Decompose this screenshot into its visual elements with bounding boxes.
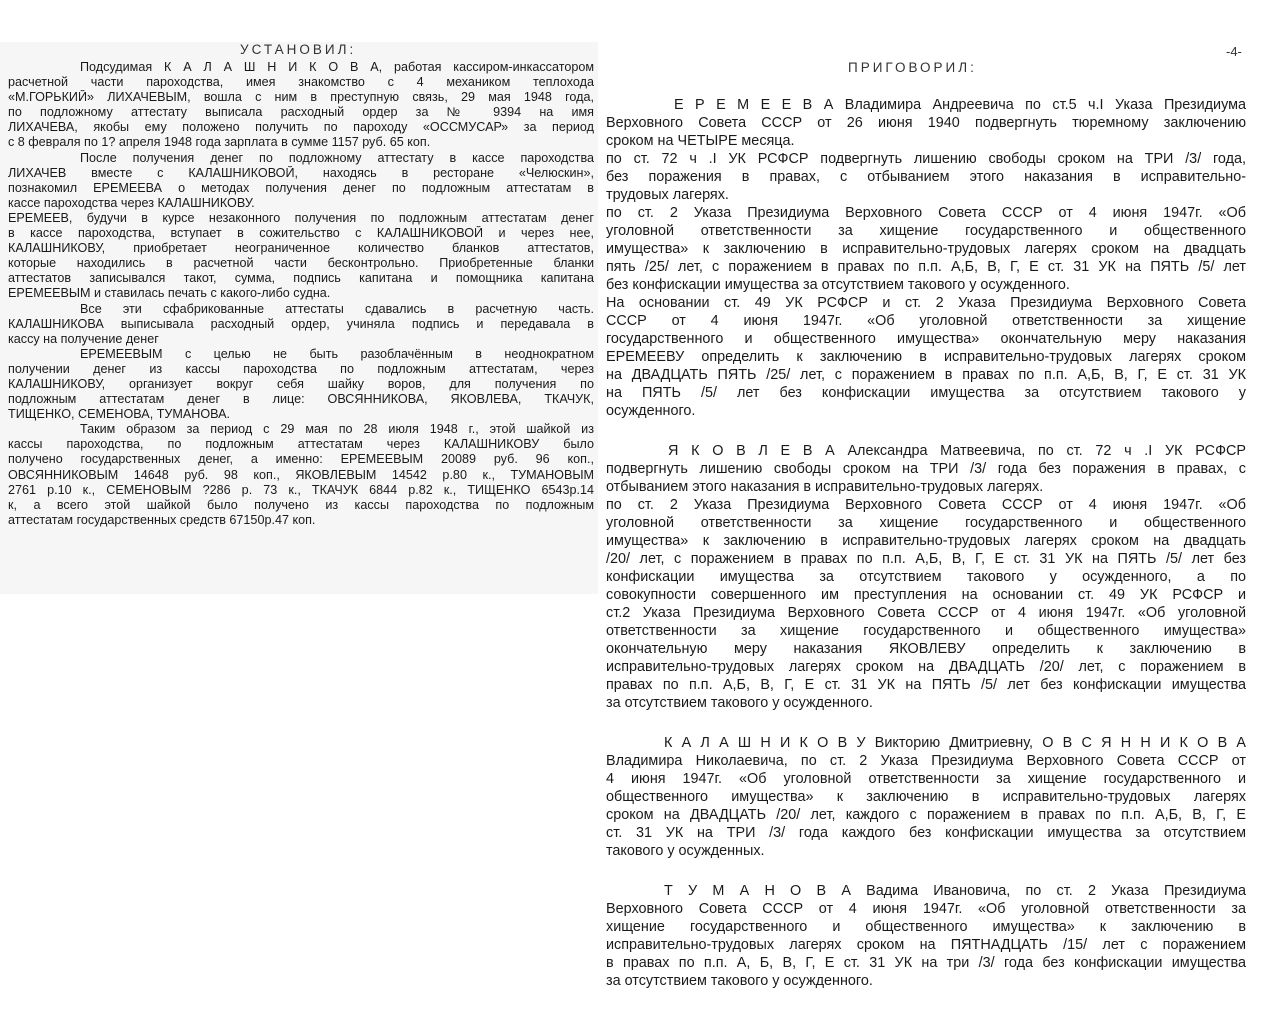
text-line: ОВСЯННИКОВЫМ 14648 руб. 98 коп., ЯКОВЛЕВЫМ 14542 р.80 к., ТУМАНОВЫМ xyxy=(8,467,594,482)
text-line: по ст. 2 Указа Президиума Верховного Совета СССР от 4 июня 1947г. «Об xyxy=(606,497,1246,513)
text-line: кассе пароходства через КАЛАШНИКОВУ. xyxy=(8,195,255,210)
text-line: подложным аттестатам денег в лице: ОВСЯННИКОВА, ЯКОВЛЕВА, ТКАЧУК, xyxy=(8,392,594,407)
text-line: государственного и общественного имущества» окончательную меру наказания xyxy=(606,331,1246,347)
text-line: Таким образом за период с 29 мая по 28 июля 1948 г., этой шайкой из xyxy=(80,422,594,437)
text-line: отбыванием этого наказания в исправительно-трудовых лагерях. xyxy=(606,479,1044,495)
text-line: подвергнуть лишению свободы сроком на ТРИ /3/ года без поражения в правах, с xyxy=(606,461,1246,477)
text-line: с 8 февраля по 1? апреля 1948 года зарплата в сумме 1157 руб. 65 коп. xyxy=(8,135,431,150)
text-line: КАЛАШНИКОВА выписывала расходный ордер, учиняла подпись и передавала в xyxy=(8,316,594,331)
text-line: на ПЯТЬ /5/ лет без конфискации имущества за отсутствием такового у xyxy=(606,385,1246,401)
text-line: /20/ лет, с поражением в правах по п.п. А,Б, В, Г, Е ст. 31 УК на ПЯТЬ /5/ лет без xyxy=(606,551,1246,567)
block-spacer xyxy=(606,420,1246,442)
text-line: ЕРЕМЕЕВЫМ с целью не быть разоблачённым в неоднократном xyxy=(80,346,594,361)
right-document-page xyxy=(598,38,1280,1030)
text-line: Т У М А Н О В А Вадима Ивановича, по ст. 2 Указа Президиума xyxy=(664,883,1246,899)
text-line: получении денег из кассы пароходства по подложным аттестатам, через xyxy=(8,361,594,376)
text-line: ст. 31 УК на ТРИ /3/ года каждого без конфискации имущества за отсутствием xyxy=(606,825,1246,841)
text-line: трудовых лагерях. xyxy=(606,187,729,203)
text-line: пять /25/ лет, с поражением в правах по п.п. А,Б, В, Г, Е ст. 31 УК на ПЯТЬ /5/ лет xyxy=(606,259,1246,275)
text-line: в правах по п.п. А, Б, В, Г, Е ст. 31 УК на три /3/ года без конфискации имущества xyxy=(606,955,1246,971)
text-line: расчетной части пароходства, имея знакомство с 4 механиком теплохода xyxy=(8,75,594,90)
text-line: ЕРЕМЕЕВЫМ и ставилась печать с какого-либо судна. xyxy=(8,286,331,301)
text-line: Подсудимая К А Л А Ш Н И К О В А, работая кассиром-инкассатором xyxy=(80,60,594,74)
text-line: ЛИХАЧЕВ вместе с КАЛАШНИКОВОЙ, находясь в ресторане «Челюскин», xyxy=(8,165,594,180)
text-line: конфискации имущества за отсутствием такового у осужденного, а по xyxy=(606,569,1246,585)
text-line: 2761 р.10 к., СЕМЕНОВЫМ ?286 р. 73 к., ТКАЧУК 6844 р.82 к., ТИЩЕНКО 6543р.14 xyxy=(8,482,594,497)
text-line: получено государственных денег, а именно: ЕРЕМЕЕВЫМ 20089 руб. 96 коп., xyxy=(8,452,594,467)
text-line: Все эти сфабрикованные аттестаты сдавались в расчетную часть. xyxy=(80,301,594,316)
text-line: уголовной ответственности за хищение государственного и общественного xyxy=(606,223,1246,239)
left-text-column xyxy=(8,60,594,528)
text-line: по подложному аттестату выписала расходный ордер за № 9394 на имя xyxy=(8,105,594,120)
text-line: ЕРЕМЕЕВУ определить к заключению в исправительно-трудовых лагерях сроком xyxy=(606,349,1246,365)
block-spacer xyxy=(606,712,1246,734)
text-line: СССР от 4 июня 1947г. «Об уголовной ответственности за хищение xyxy=(606,313,1246,329)
text-line: На основании ст. 49 УК РСФСР и ст. 2 Указа Президиума Верховного Совета xyxy=(606,295,1246,311)
text-line: такового у осужденных. xyxy=(606,843,765,859)
block-spacer xyxy=(606,860,1246,882)
text-line: аттестатам государственных средств 67150р.47 коп. xyxy=(8,512,316,527)
left-document-page xyxy=(0,42,600,594)
text-line: осужденного. xyxy=(606,403,696,419)
text-line: Верховного Совета СССР от 26 июня 1940 подвергнуть тюремному заключению xyxy=(606,115,1246,131)
text-line: «М.ГОРЬКИЙ» ЛИХАЧЕВЫМ, вошла с ним в преступную связь, 29 мая 1948 года, xyxy=(8,90,594,105)
page-number: -4- xyxy=(1226,44,1242,59)
text-line: хищение государственного и общественного имущества» к заключению в xyxy=(606,919,1246,935)
text-line: общественного имущества» к заключению в исправительно-трудовых лагерях xyxy=(606,789,1246,805)
text-line: Я К О В Л Е В А Александра Матвеевича, по ст. 72 ч .I УК РСФСР xyxy=(668,443,1246,459)
sentence-paragraph xyxy=(606,96,1246,420)
text-line: имущества» к заключению в исправительно-трудовых лагерях сроком на двадцать xyxy=(606,533,1246,549)
text-line: аттестатов записывался такот, сумма, подпись капитана и помощника капитана xyxy=(8,271,594,286)
text-line: КАЛАШНИКОВУ, приобретает неограниченное количество бланков аттестатов, xyxy=(8,241,594,256)
text-line: исправительно-трудовых лагерях сроком на ДВАДЦАТЬ /20/ лет, с поражением в xyxy=(606,659,1246,675)
text-line: Владимира Николаевича, по ст. 2 Указа Президиума Верховного Совета СССР от xyxy=(606,753,1246,769)
text-line: имущества» к заключению в исправительно-трудовых лагерях сроком на двадцать xyxy=(606,241,1246,257)
sentence-paragraph xyxy=(606,734,1246,860)
text-line: сроком на ЧЕТЫРЕ месяца. xyxy=(606,133,795,149)
right-text-column xyxy=(606,96,1246,990)
sentence-paragraph xyxy=(606,442,1246,712)
text-line: КАЛАШНИКОВУ, организует вокруг себя шайку воров, для получения по xyxy=(8,376,594,391)
text-line: без конфискации имущества за отсутствием такового у осужденного. xyxy=(606,277,1070,293)
text-line: исправительно-трудовых лагерях сроком на ПЯТНАДЦАТЬ /15/ лет с поражением xyxy=(606,937,1246,953)
text-line: ответственности за хищение государственного и общественного имущества» xyxy=(606,623,1246,639)
text-line: за отсутствием такового у осужденного. xyxy=(606,695,873,711)
text-line: окончательную меру наказания ЯКОВЛЕВУ определить к заключению в xyxy=(606,641,1246,657)
text-line: Е Р Е М Е Е В А Владимира Андреевича по ст.5 ч.I Указа Президиума xyxy=(674,97,1246,113)
section-heading-established: УСТАНОВИЛ: xyxy=(240,42,357,57)
text-line: без поражения в правах, с отбыванием этого наказания в исправительно- xyxy=(606,169,1246,185)
text-line: Верховного Совета СССР от 4 июня 1947г. «Об уголовной ответственности за xyxy=(606,901,1246,917)
text-line: ЕРЕМЕЕВ, будучи в курсе незаконного получения по подложным аттестатам денег xyxy=(8,210,594,225)
text-line: к, а всего этой шайкой было получено из кассы пароходства по подложным xyxy=(8,497,594,512)
text-line: ст.2 Указа Президиума Верховного Совета СССР от 4 июня 1947г. «Об уголовной xyxy=(606,605,1246,621)
text-line: уголовной ответственности за хищение государственного и общественного xyxy=(606,515,1246,531)
text-line: ЛИХАЧЕВА, якобы ему положено получить по пароходу «ОССМУСАР» за период xyxy=(8,120,594,135)
text-line: правах по п.п. А,Б, В, Г, Е ст. 31 УК на ПЯТЬ /5/ лет без конфискации имущества xyxy=(606,677,1246,693)
text-line: на ДВАДЦАТЬ ПЯТЬ /25/ лет, с поражением в правах по п.п. А,Б, В, Г, Е ст. 31 УК xyxy=(606,367,1246,383)
text-line: познакомил ЕРЕМЕЕВА о методах получения денег по подложным аттестатам в xyxy=(8,180,594,195)
text-line: которые находились в расчетной части бесконтрольно. Приобретенные бланки xyxy=(8,256,594,271)
text-line: ТИЩЕНКО, СЕМЕНОВА, ТУМАНОВА. xyxy=(8,407,231,422)
text-line: по ст. 2 Указа Президиума Верховного Совета СССР от 4 июня 1947г. «Об xyxy=(606,205,1246,221)
text-line: кассу на получение денег xyxy=(8,331,159,346)
text-line: за отсутствием такового у осужденного. xyxy=(606,973,873,989)
text-line: После получения денег по подложному аттестату в кассе пароходства xyxy=(80,150,594,165)
text-line: совокупности совершенного им преступления на основании ст. 49 УК РСФСР и xyxy=(606,587,1246,603)
sentence-paragraph xyxy=(606,882,1246,990)
section-heading-sentenced: ПРИГОВОРИЛ: xyxy=(848,60,977,75)
text-line: сроком на ДВАДЦАТЬ /20/ лет, каждого с поражением в правах по п.п. А,Б, В, Г, Е xyxy=(606,807,1246,823)
text-line: в кассе пароходства, вступает в сожительство с КАЛАШНИКОВОЙ и через нее, xyxy=(8,226,594,241)
text-line: по ст. 72 ч .I УК РСФСР подвергнуть лишению свободы сроком на ТРИ /3/ года, xyxy=(606,151,1246,167)
text-line: 4 июня 1947г. «Об уголовной ответственности за хищение государственного и xyxy=(606,771,1246,787)
text-line: кассы пароходства, по подложным аттестатам через КАЛАШНИКОВУ было xyxy=(8,437,594,452)
text-line: К А Л А Ш Н И К О В У Викторию Дмитриевну, О В С Я Н Н И К О В А xyxy=(664,735,1246,751)
